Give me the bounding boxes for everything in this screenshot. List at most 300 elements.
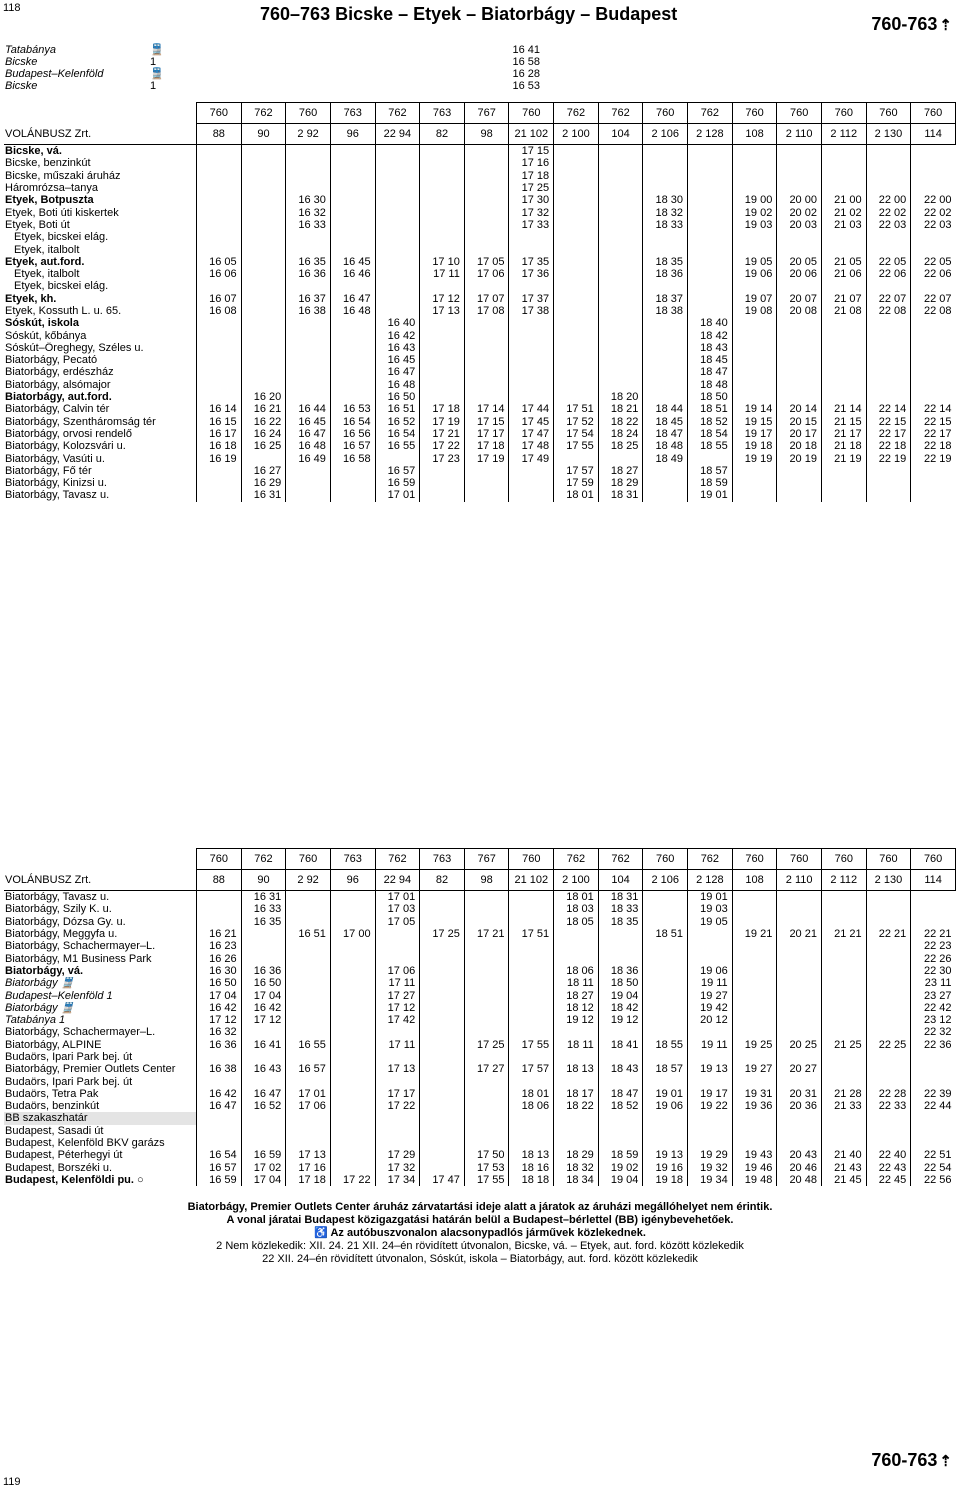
time-cell: [911, 145, 956, 158]
time-cell: [554, 952, 599, 964]
time-cell: [866, 903, 911, 915]
time-cell: 16 48: [286, 440, 331, 452]
time-cell: 21 08: [821, 305, 866, 317]
time-cell: [330, 489, 375, 501]
time-cell: [330, 145, 375, 158]
time-cell: [732, 1051, 777, 1063]
time-cell: [598, 1125, 643, 1137]
time-cell: [598, 206, 643, 218]
time-cell: 19 11: [688, 1039, 733, 1051]
time-cell: 22 32: [911, 1026, 956, 1038]
time-cell: 17 51: [509, 928, 554, 940]
time-cell: [777, 916, 822, 928]
spacer: [545, 56, 955, 68]
time-cell: [330, 206, 375, 218]
time-cell: [643, 1014, 688, 1026]
run-number: 2 92: [286, 870, 331, 891]
time-cell: 16 25: [241, 440, 286, 452]
time-cell: [286, 989, 331, 1001]
time-cell: [509, 952, 554, 964]
time-cell: [464, 965, 509, 977]
time-cell: [821, 1002, 866, 1014]
time-cell: 18 27: [554, 989, 599, 1001]
time-cell: [197, 1051, 242, 1063]
time-cell: [732, 952, 777, 964]
time-cell: 17 16: [286, 1162, 331, 1174]
time-cell: [286, 1051, 331, 1063]
time-cell: 16 54: [197, 1149, 242, 1161]
time-cell: [821, 342, 866, 354]
time-cell: [821, 157, 866, 169]
time-cell: [464, 219, 509, 231]
time-cell: 18 55: [643, 1039, 688, 1051]
time-cell: [241, 342, 286, 354]
arrow-up-icon: ⇡: [939, 17, 952, 34]
run-number: 2 92: [286, 124, 331, 145]
time-cell: [420, 952, 465, 964]
time-cell: [420, 342, 465, 354]
time-cell: 20 19: [777, 452, 822, 464]
time-cell: 16 23: [197, 940, 242, 952]
time-cell: 19 11: [688, 977, 733, 989]
time-cell: [420, 965, 465, 977]
time-cell: [241, 379, 286, 391]
run-number: 88: [197, 124, 242, 145]
time-cell: [509, 891, 554, 904]
time-cell: [688, 940, 733, 952]
time-cell: [598, 293, 643, 305]
time-cell: 16 52: [375, 416, 420, 428]
time-cell: [241, 157, 286, 169]
line-number: 763: [330, 103, 375, 124]
time-cell: 17 12: [420, 293, 465, 305]
timetable-part-1: [4, 102, 956, 502]
stop-row: [4, 489, 956, 501]
time-cell: [643, 329, 688, 341]
time-cell: [197, 379, 242, 391]
stop-row: [4, 1014, 956, 1026]
time-cell: [643, 1137, 688, 1149]
time-cell: [732, 489, 777, 501]
time-cell: 17 11: [375, 1039, 420, 1051]
time-cell: [330, 194, 375, 206]
time-cell: 17 55: [554, 440, 599, 452]
run-number: 96: [330, 124, 375, 145]
time-cell: 16 32: [197, 1026, 242, 1038]
time-cell: [286, 916, 331, 928]
time-cell: [777, 243, 822, 255]
time-cell: 16 36: [286, 268, 331, 280]
time-cell: [598, 366, 643, 378]
time-cell: 19 06: [643, 1100, 688, 1112]
time-cell: 19 14: [732, 403, 777, 415]
time-cell: [241, 231, 286, 243]
time-cell: [821, 354, 866, 366]
time-cell: [375, 1137, 420, 1149]
time-cell: [197, 194, 242, 206]
time-cell: [643, 317, 688, 329]
time-cell: [554, 379, 599, 391]
time-cell: [464, 379, 509, 391]
time-cell: [688, 170, 733, 182]
time-cell: [777, 182, 822, 194]
stop-row: [4, 305, 956, 317]
line-number: 760: [821, 103, 866, 124]
time-cell: [330, 477, 375, 489]
time-cell: 16 36: [197, 1039, 242, 1051]
line-number: 762: [375, 103, 420, 124]
stop-row: [4, 903, 956, 915]
time-cell: [197, 219, 242, 231]
time-cell: [777, 891, 822, 904]
time-cell: [375, 928, 420, 940]
time-cell: [464, 977, 509, 989]
stop-row: [4, 891, 956, 904]
time-cell: [286, 317, 331, 329]
stop-name: Biatorbágy, Fő tér: [5, 464, 92, 477]
time-cell: [420, 170, 465, 182]
time-cell: 19 00: [732, 194, 777, 206]
time-cell: [643, 379, 688, 391]
time-cell: [330, 916, 375, 928]
time-cell: [420, 366, 465, 378]
stop-row: [4, 219, 956, 231]
time-cell: 20 46: [777, 1162, 822, 1174]
time-cell: 20 17: [777, 428, 822, 440]
time-cell: 22 18: [866, 440, 911, 452]
time-cell: [866, 379, 911, 391]
time-cell: [197, 157, 242, 169]
time-cell: 18 13: [554, 1063, 599, 1075]
stop-row: [4, 440, 956, 452]
time-cell: [375, 452, 420, 464]
time-cell: 21 15: [821, 416, 866, 428]
time-cell: [420, 243, 465, 255]
time-cell: [866, 317, 911, 329]
time-cell: [911, 170, 956, 182]
stop-row: [4, 317, 956, 329]
time-cell: [509, 379, 554, 391]
time-cell: 17 01: [375, 891, 420, 904]
time-cell: 22 05: [911, 256, 956, 268]
train-icon: [150, 80, 190, 92]
time-cell: 16 19: [197, 452, 242, 464]
time-cell: [732, 1002, 777, 1014]
time-cell: [420, 194, 465, 206]
run-number: 108: [732, 870, 777, 891]
line-number: 760: [866, 849, 911, 870]
time-cell: 16 52: [241, 1100, 286, 1112]
time-cell: 16 42: [375, 329, 420, 341]
time-cell: 16 18: [197, 440, 242, 452]
time-cell: [375, 206, 420, 218]
time-cell: [821, 231, 866, 243]
time-cell: [509, 1002, 554, 1014]
time-cell: [732, 157, 777, 169]
time-cell: [420, 1002, 465, 1014]
run-number: 2 112: [821, 870, 866, 891]
time-cell: 18 57: [643, 1063, 688, 1075]
stop-name: Biatorbágy, aut.ford.: [5, 391, 112, 404]
time-cell: 17 33: [509, 219, 554, 231]
spacer: [190, 80, 480, 92]
time-cell: 22 18: [911, 440, 956, 452]
time-cell: [821, 1063, 866, 1075]
stop-row: [4, 416, 956, 428]
time-cell: [911, 1125, 956, 1137]
time-cell: [866, 940, 911, 952]
time-cell: 16 57: [330, 440, 375, 452]
time-cell: [330, 1002, 375, 1014]
time-cell: [464, 916, 509, 928]
time-cell: 17 04: [197, 989, 242, 1001]
time-cell: 16 42: [241, 1002, 286, 1014]
time-cell: 22 03: [866, 219, 911, 231]
time-cell: 18 42: [598, 1002, 643, 1014]
time-cell: [911, 465, 956, 477]
time-cell: [911, 354, 956, 366]
header-lines: [4, 103, 956, 124]
time-cell: 16 54: [330, 416, 375, 428]
time-cell: [643, 977, 688, 989]
run-number: 2 100: [554, 870, 599, 891]
time-cell: 16 48: [330, 305, 375, 317]
time-cell: [464, 280, 509, 292]
line-number: 763: [420, 849, 465, 870]
time-cell: [688, 182, 733, 194]
time-cell: 22 15: [911, 416, 956, 428]
line-number: 760: [866, 103, 911, 124]
time-cell: [286, 903, 331, 915]
time-cell: [241, 206, 286, 218]
time-cell: 18 48: [688, 379, 733, 391]
time-cell: [643, 170, 688, 182]
time-cell: 18 32: [554, 1162, 599, 1174]
time-cell: 21 33: [821, 1100, 866, 1112]
time-cell: [375, 194, 420, 206]
time-cell: 17 00: [330, 928, 375, 940]
time-cell: 16 27: [241, 465, 286, 477]
time-cell: 21 02: [821, 206, 866, 218]
stop-row: [4, 977, 956, 989]
time-cell: [464, 489, 509, 501]
time-cell: [464, 952, 509, 964]
time-cell: 19 05: [688, 916, 733, 928]
time-cell: 21 06: [821, 268, 866, 280]
time-cell: [197, 231, 242, 243]
time-cell: [777, 1137, 822, 1149]
time-cell: 22 25: [866, 1039, 911, 1051]
time-cell: [598, 1137, 643, 1149]
time-cell: [688, 256, 733, 268]
train-icon-glyph: 🚆: [150, 68, 164, 80]
time-cell: [643, 1112, 688, 1124]
time-cell: [554, 940, 599, 952]
run-number: 2 110: [777, 870, 822, 891]
time-cell: 18 18: [509, 1174, 554, 1186]
time-cell: 16 07: [197, 293, 242, 305]
stop-name: Biatorbágy, Meggyfa u.: [5, 928, 118, 941]
time-cell: [464, 206, 509, 218]
time-cell: 19 12: [554, 1014, 599, 1026]
time-cell: 16 36: [241, 965, 286, 977]
time-cell: [821, 280, 866, 292]
time-cell: 21 03: [821, 219, 866, 231]
note-outlet: Biatorbágy, Premier Outlets Center áruház zárvatartási ideje alatt a járatok az áruházi megállóhelyet nem érintik.: [187, 1201, 773, 1213]
time-cell: [777, 342, 822, 354]
time-cell: 21 17: [821, 428, 866, 440]
time-cell: 16 15: [197, 416, 242, 428]
time-cell: 16 49: [286, 452, 331, 464]
time-cell: [330, 1137, 375, 1149]
stop-name: Biatorbágy, Pecató: [5, 354, 98, 367]
time-cell: 17 19: [420, 416, 465, 428]
time-cell: [464, 477, 509, 489]
time-cell: [330, 329, 375, 341]
time-cell: 17 04: [241, 989, 286, 1001]
stop-row: [4, 1100, 956, 1112]
time-cell: 17 07: [464, 293, 509, 305]
time-cell: [420, 891, 465, 904]
time-cell: 22 06: [911, 268, 956, 280]
run-number: 104: [598, 124, 643, 145]
line-number: 762: [688, 849, 733, 870]
time-cell: 18 48: [643, 440, 688, 452]
time-cell: 22 26: [911, 952, 956, 964]
time-cell: [777, 391, 822, 403]
time-cell: [866, 977, 911, 989]
time-cell: [509, 280, 554, 292]
stop-row: [4, 1088, 956, 1100]
time-cell: [598, 170, 643, 182]
time-cell: 16 55: [286, 1039, 331, 1051]
time-cell: 18 50: [598, 977, 643, 989]
time-cell: [911, 1112, 956, 1124]
stop-row: [4, 1149, 956, 1161]
time-cell: [777, 989, 822, 1001]
time-cell: [420, 1149, 465, 1161]
time-cell: 18 59: [688, 477, 733, 489]
time-cell: [688, 1026, 733, 1038]
time-cell: [554, 243, 599, 255]
time-cell: [688, 1051, 733, 1063]
time-cell: 18 59: [598, 1149, 643, 1161]
time-cell: [554, 280, 599, 292]
time-cell: [777, 965, 822, 977]
time-cell: [777, 1002, 822, 1014]
time-cell: 18 20: [598, 391, 643, 403]
time-cell: 18 49: [643, 452, 688, 464]
time-cell: [197, 182, 242, 194]
time-cell: [821, 1112, 866, 1124]
time-cell: [509, 231, 554, 243]
time-cell: [509, 1051, 554, 1063]
time-cell: [330, 317, 375, 329]
time-cell: 16 29: [241, 477, 286, 489]
stop-row: [4, 952, 956, 964]
time-cell: [286, 465, 331, 477]
time-cell: 19 01: [688, 489, 733, 501]
time-cell: 18 16: [509, 1162, 554, 1174]
time-cell: [821, 891, 866, 904]
time-cell: 19 22: [688, 1100, 733, 1112]
time-cell: 22 43: [866, 1162, 911, 1174]
time-cell: 16 45: [375, 354, 420, 366]
time-cell: [777, 465, 822, 477]
time-cell: [821, 1014, 866, 1026]
time-cell: [464, 1002, 509, 1014]
time-cell: 17 51: [554, 403, 599, 415]
time-cell: [866, 280, 911, 292]
time-cell: [330, 379, 375, 391]
time-cell: 16 33: [286, 219, 331, 231]
time-cell: 16 44: [286, 403, 331, 415]
time-cell: [286, 243, 331, 255]
time-cell: [821, 940, 866, 952]
time-cell: [464, 1026, 509, 1038]
time-cell: [241, 940, 286, 952]
time-cell: 16 47: [330, 293, 375, 305]
stop-row: [4, 1051, 956, 1063]
time-cell: [732, 280, 777, 292]
time-cell: [866, 329, 911, 341]
time-cell: 18 12: [554, 1002, 599, 1014]
time-cell: [911, 1075, 956, 1087]
time-cell: [197, 145, 242, 158]
time-cell: [643, 940, 688, 952]
time-cell: 16 08: [197, 305, 242, 317]
stop-row: [4, 1039, 956, 1051]
time-cell: [241, 317, 286, 329]
time-cell: [420, 465, 465, 477]
time-cell: 22 39: [911, 1088, 956, 1100]
time-cell: 18 03: [554, 903, 599, 915]
time-cell: 18 32: [643, 206, 688, 218]
time-cell: [598, 452, 643, 464]
run-number: 108: [732, 124, 777, 145]
time-cell: [375, 305, 420, 317]
time-cell: 22 06: [866, 268, 911, 280]
time-cell: [643, 1026, 688, 1038]
time-cell: 22 14: [866, 403, 911, 415]
time-cell: 17 08: [464, 305, 509, 317]
time-cell: [554, 182, 599, 194]
time-cell: 16 51: [286, 928, 331, 940]
time-cell: 16 56: [330, 428, 375, 440]
time-cell: 19 43: [732, 1149, 777, 1161]
stop-row: [4, 145, 956, 158]
time-cell: [197, 206, 242, 218]
time-cell: 16 38: [197, 1063, 242, 1075]
time-cell: [598, 342, 643, 354]
time-cell: 16 17: [197, 428, 242, 440]
time-cell: [866, 952, 911, 964]
time-cell: 17 06: [464, 268, 509, 280]
time-cell: [554, 170, 599, 182]
run-number: 114: [911, 870, 956, 891]
time-cell: [509, 1026, 554, 1038]
time-cell: [375, 182, 420, 194]
time-cell: 16 45: [286, 416, 331, 428]
time-cell: 16 31: [241, 891, 286, 904]
time-cell: 19 04: [598, 989, 643, 1001]
stop-row: [4, 940, 956, 952]
run-number: 90: [241, 870, 286, 891]
time-cell: [420, 1112, 465, 1124]
train-row: [5, 80, 955, 92]
time-cell: 18 33: [598, 903, 643, 915]
time-cell: 18 41: [598, 1039, 643, 1051]
